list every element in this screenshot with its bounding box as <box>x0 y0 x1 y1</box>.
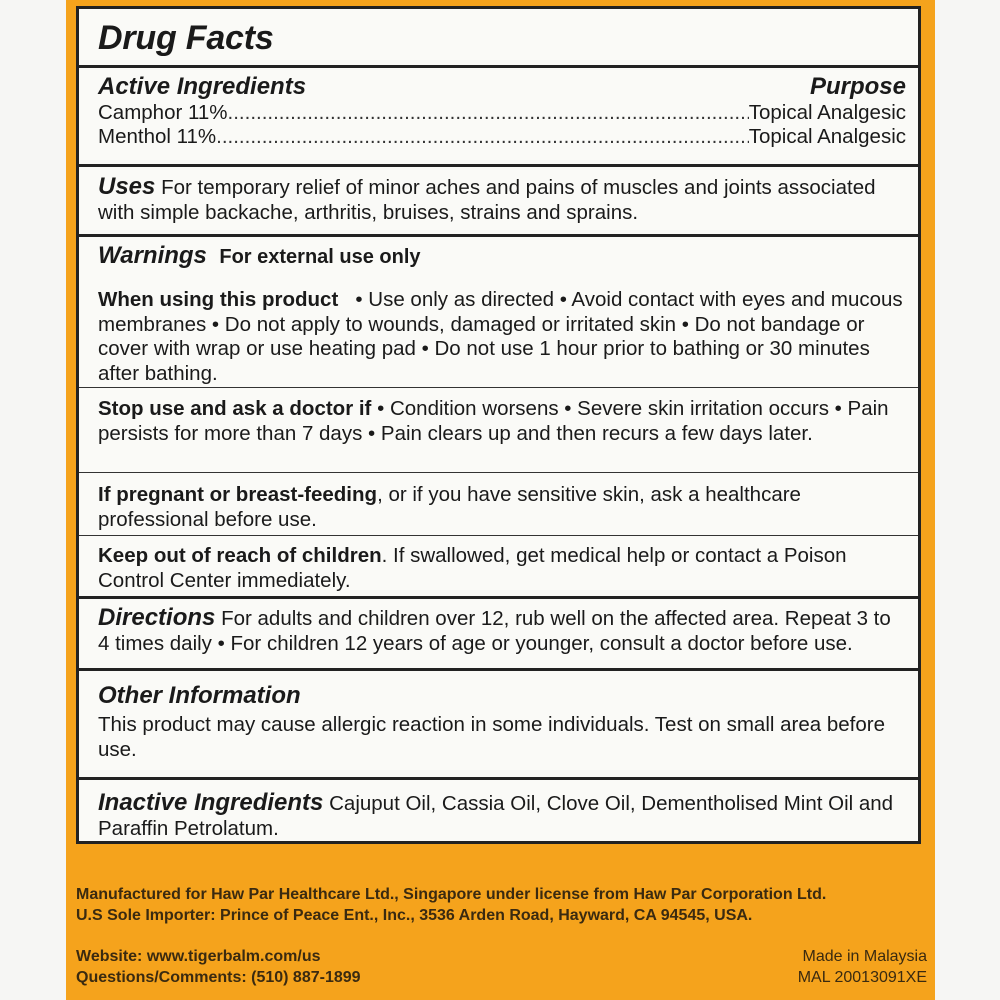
other-info-heading: Other Information <box>98 682 301 709</box>
website-text: Website: www.tigerbalm.com/us <box>76 948 321 965</box>
inactive-ingredients-text: Cajuput Oil, Cassia Oil, Clove Oil, Dementholised Mint Oil and Paraffin Petrolatum. <box>98 792 894 840</box>
mal-number: MAL 20013091XE <box>797 969 927 986</box>
ingredient-row <box>98 101 906 125</box>
stop-use-label: Stop use and ask a doctor if <box>98 397 372 420</box>
divider <box>79 164 918 167</box>
drug-facts-panel <box>76 6 921 844</box>
leader-dots <box>216 125 749 149</box>
divider <box>79 535 918 536</box>
pregnant-text: , or if you have sensitive skin, ask a healthcare professional before use. <box>98 483 801 531</box>
warnings-heading: Warnings <box>98 242 207 269</box>
other-info-section <box>79 682 918 762</box>
questions-text: Questions/Comments: (510) 887-1899 <box>76 969 361 986</box>
directions-text: For adults and children over 12, rub well on the affected area. Repeat 3 to 4 times daily • For children 12 years of age or younger, consult a doctor before use. <box>98 607 891 655</box>
children-section <box>79 544 918 593</box>
warnings-heading-section <box>79 242 918 270</box>
stop-use-section <box>79 397 918 446</box>
divider <box>79 668 918 671</box>
drug-facts-title: Drug Facts <box>98 19 274 57</box>
leader-dots <box>228 101 749 125</box>
ingredient-purpose: Topical Analgesic <box>748 125 906 148</box>
divider <box>79 65 918 68</box>
ingredient-row <box>98 125 906 149</box>
divider <box>79 234 918 237</box>
when-using-text: • Use only as directed • Avoid contact with eyes and mucous membranes • Do not apply to wounds, damaged or irritated skin • Do not bandage or cover with wrap or use heating pad • Do not use 1 hour prior to bathing or 30 minutes after bathing. <box>98 288 903 385</box>
pregnant-label: If pregnant or breast-feeding <box>98 483 378 506</box>
drug-facts-title-section <box>79 19 918 58</box>
inactive-ingredients-section <box>79 791 918 841</box>
ingredient-name: Menthol 11% <box>98 125 217 148</box>
directions-section <box>79 606 918 656</box>
background-right <box>934 0 1000 1000</box>
divider <box>79 777 918 780</box>
divider <box>79 387 918 388</box>
divider <box>79 596 918 599</box>
other-info-text: This product may cause allergic reaction in some individuals. Test on small area before use. <box>98 713 885 761</box>
ingredient-name: Camphor 11% <box>98 101 228 124</box>
stop-use-text: • Condition worsens • Severe skin irritation occurs • Pain persists for more than 7 days • Pain clears up and then recurs a few days later. <box>98 397 889 445</box>
when-using-label: When using this product <box>98 288 339 311</box>
external-use-note: For external use only <box>219 246 421 268</box>
background-left <box>0 0 68 1000</box>
ingredient-purpose: Topical Analgesic <box>748 101 906 124</box>
children-text: . If swallowed, get medical help or contact a Poison Control Center immediately. <box>98 544 847 592</box>
inactive-ingredients-heading: Inactive Ingredients <box>98 789 324 816</box>
purpose-heading: Purpose <box>809 73 906 100</box>
divider <box>79 472 918 473</box>
active-ingredients-section <box>79 73 918 149</box>
importer-info: U.S Sole Importer: Prince of Peace Ent., Inc., 3536 Arden Road, Hayward, CA 94545, USA. <box>76 907 753 924</box>
directions-heading: Directions <box>98 604 216 631</box>
uses-text: For temporary relief of minor aches and pains of muscles and joints associated with simple backache, arthritis, bruises, strains and sprains. <box>98 176 876 224</box>
pregnant-section <box>79 483 918 532</box>
children-label: Keep out of reach of children <box>98 544 382 567</box>
manufacturer-info: Manufactured for Haw Par Healthcare Ltd., Singapore under license from Haw Par Corporation Ltd. <box>76 886 827 903</box>
uses-section <box>79 175 918 225</box>
made-in-text: Made in Malaysia <box>802 948 927 965</box>
uses-heading: Uses <box>98 173 156 200</box>
product-label <box>66 0 935 1000</box>
when-using-section <box>79 288 918 386</box>
active-ingredients-heading: Active Ingredients <box>98 73 307 100</box>
